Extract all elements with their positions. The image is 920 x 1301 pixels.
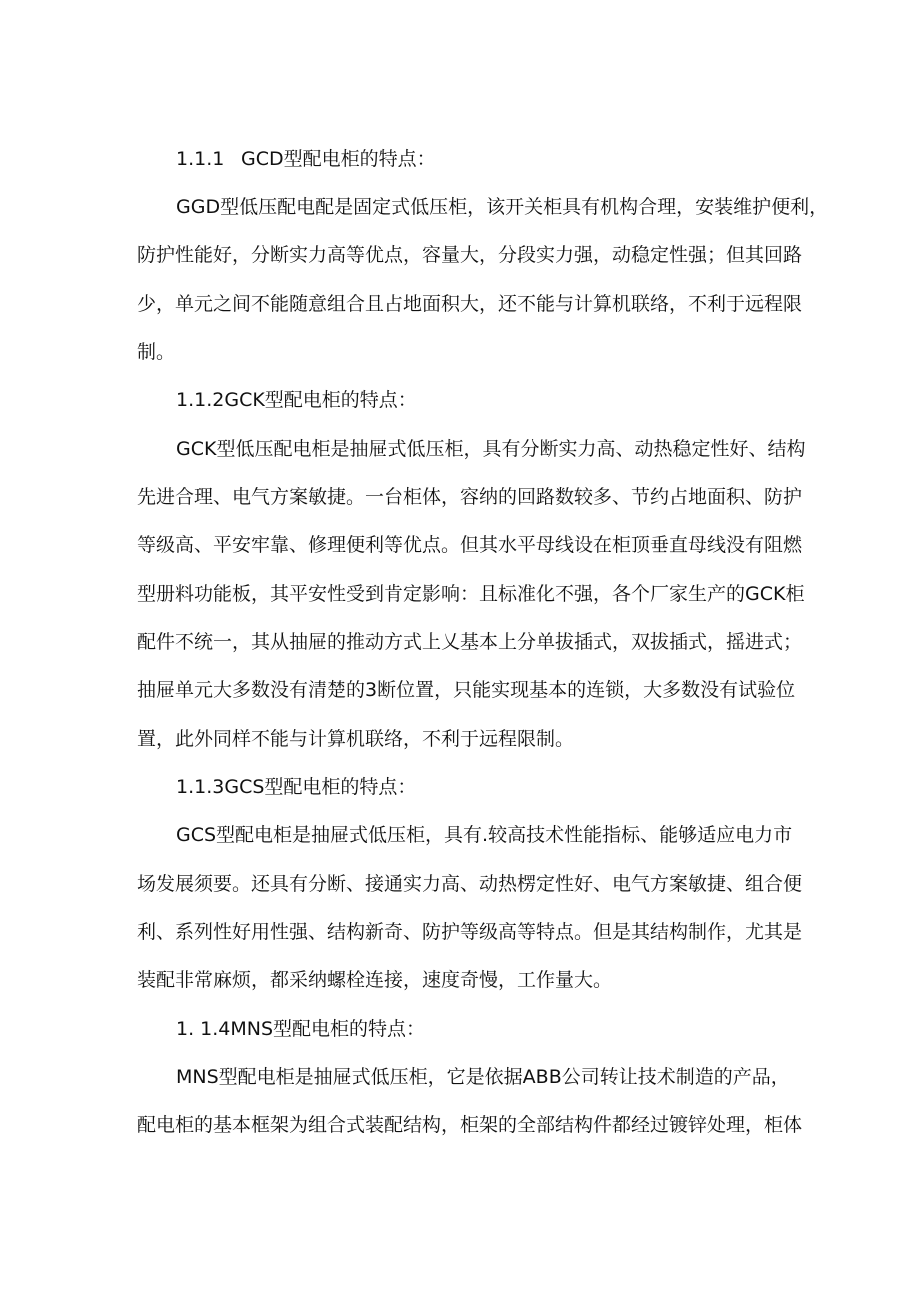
paragraph-line: MNS型配电柜是抽屉式低压柜，它是依据ABB公司转让技术制造的产品， (176, 1066, 790, 1088)
paragraph-line: 配件不统一，其从抽屉的推动方式上乂基本上分单拔插式，双拔插式，摇进式； (137, 631, 803, 653)
paragraph-line: 装配非常麻烦，都采纳螺栓连接，速度奇慢，工作量大。 (137, 969, 613, 991)
paragraph-line: 配电柜的基本框架为组合式装配结构，柜架的全部结构件都经过镀锌处理，柜体 (137, 1114, 803, 1136)
paragraph-line: 先进合理、电气方案敏捷。一台柜体，容纳的回路数较多、节约占地面积、防护 (137, 486, 803, 508)
paragraph-line: 等级高、平安牢靠、修理便利等优点。但其水平母线设在柜顶垂直母线没有阻燃 (137, 534, 803, 556)
paragraph-line: 少，单元之间不能随意组合且占地面积大，还不能与计算机联络，不利于远程限 (137, 293, 803, 315)
paragraph-line: 利、系列性好用性强、结构新奇、防护等级高等特点。但是其结构制作，尤其是 (137, 921, 803, 943)
paragraph-line: 防护性能好，分断实力高等优点，容量大，分段实力强，动稳定性强；但其回路 (137, 244, 803, 266)
heading-number: 1.1.1 (176, 148, 225, 170)
paragraph-line: GGD型低压配电配是固定式低压柜，该开关柜具有机构合理，安装维护便利， (176, 196, 829, 218)
paragraph-line: 抽屉单元大多数没有清楚的3断位置，只能实现基本的连锁，大多数没有试验位 (137, 679, 796, 701)
paragraph-line: GCK型低压配电柜是抽屉式低压柜，具有分断实力高、动热稳定性好、结构 (176, 438, 806, 460)
paragraph-line: GCS型配电柜是抽屉式低压柜，具有.较高技术性能指标、能够适应电力市 (176, 824, 793, 846)
heading-title: GCD型配电柜的特点： (241, 148, 436, 170)
paragraph-line: 制。 (137, 341, 176, 363)
section-heading-1-1-2: 1.1.2GCK型配电柜的特点： (176, 389, 417, 411)
paragraph-line: 置，此外同样不能与计算机联络，不利于远程限制。 (137, 728, 575, 750)
section-heading-1-1-1 (176, 144, 436, 174)
section-heading-1-1-4: 1. 1.4MNS型配电柜的特点： (176, 1018, 426, 1040)
section-heading-1-1-3: 1.1.3GCS型配电柜的特点： (176, 776, 417, 798)
paragraph-line: 场发展须要。还具有分断、接通实力高、动热楞定性好、电气方案敏捷、组合便 (137, 873, 803, 895)
paragraph-line: 型册料功能板，其平安性受到肯定影响：且标准化不强，各个厂家生产的GCK柜 (137, 583, 805, 605)
